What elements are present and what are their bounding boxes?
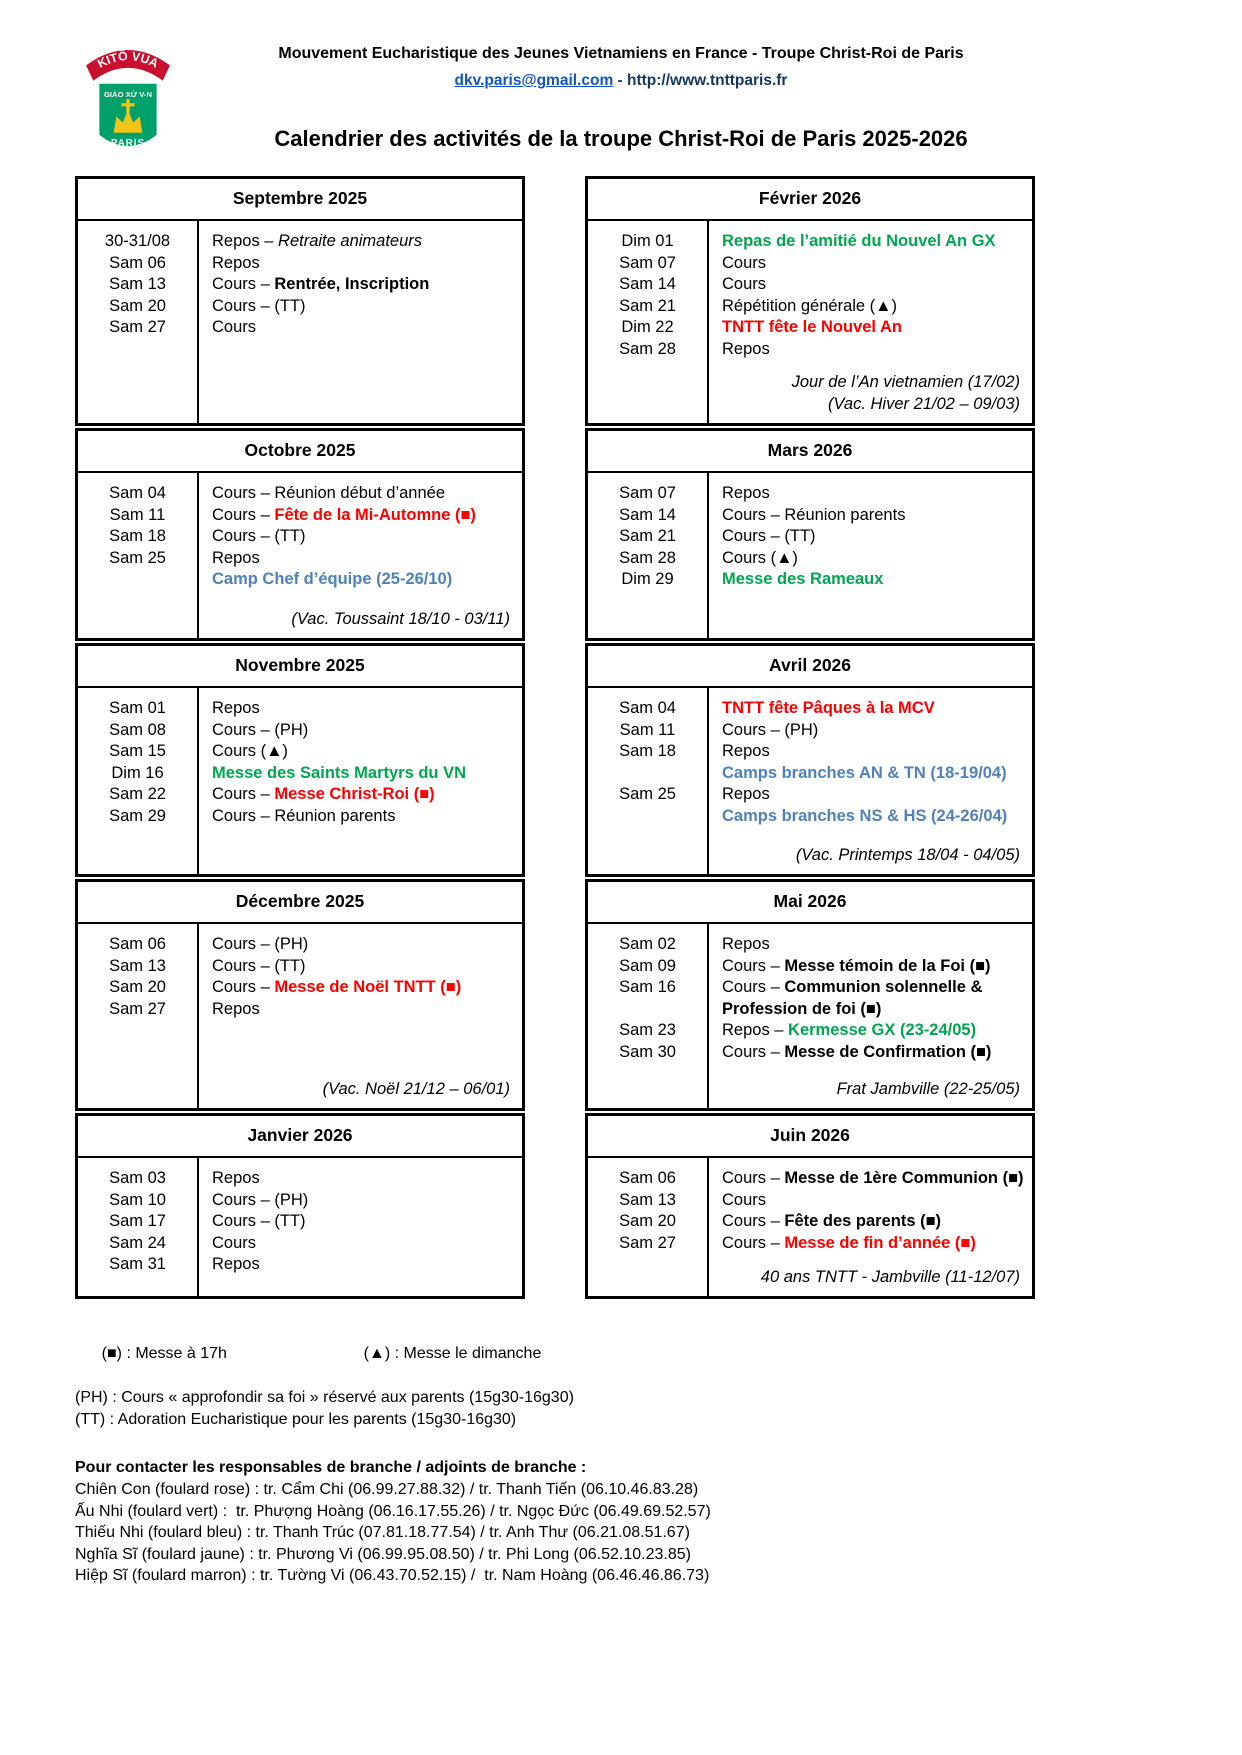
month-title: Juin 2026 (588, 1116, 1032, 1158)
event-line: Repos (212, 548, 260, 567)
month-table (75, 428, 525, 641)
link-separator: - (613, 72, 628, 89)
event-line: Cours – Réunion début d’année (212, 484, 446, 502)
event-line: Cours (▲) (722, 548, 798, 567)
date-cell: Sam 06 (109, 253, 166, 272)
date-cell: Sam 06 (619, 1169, 676, 1187)
date-cell: Sam 27 (109, 318, 166, 337)
event-line: Profession de foi (■) (722, 999, 882, 1018)
month-title: Novembre 2025 (78, 646, 522, 688)
event-line: Cours – Messe de 1ère Communion (■) (722, 1169, 1024, 1187)
event-line: Cours (212, 1233, 257, 1252)
date-cell: Sam 27 (109, 999, 166, 1018)
date-column (588, 1158, 709, 1296)
date-cell: Sam 13 (109, 956, 166, 975)
event-line: Cours – Fête de la Mi-Automne (■) (212, 505, 476, 524)
month-note: (Vac. Printemps 18/04 - 04/05) (795, 845, 1020, 864)
date-column (78, 1158, 199, 1296)
document-header (0, 0, 1242, 153)
logo-banner-text: KITÔ VUA (95, 49, 161, 71)
date-cell: Dim 16 (111, 763, 164, 782)
event-line: Cours – Messe témoin de la Foi (■) (722, 956, 991, 975)
event-line: Cours – (TT) (212, 527, 306, 546)
month-table (75, 643, 525, 877)
event-line: Repos (212, 699, 260, 717)
date-cell: Sam 21 (619, 296, 676, 315)
event-line: Repos (722, 742, 770, 761)
date-cell: Sam 04 (109, 484, 166, 502)
date-cell (588, 806, 707, 828)
date-cell: Sam 25 (109, 548, 166, 567)
date-cell: Sam 11 (619, 720, 676, 739)
troupe-logo (82, 34, 174, 158)
date-cell: Dim 01 (621, 232, 674, 250)
date-cell (588, 999, 707, 1021)
contact-line: Thiếu Nhi (foulard bleu) : tr. Thanh Trúc (07.81.18.77.54) / tr. Anh Thư (06.21.08.51.67) (75, 1524, 690, 1541)
date-cell: 30-31/08 (104, 232, 171, 250)
date-cell: Sam 06 (109, 935, 166, 953)
date-cell: Sam 04 (619, 699, 676, 717)
month-table (585, 879, 1035, 1111)
event-column (199, 688, 522, 874)
month-table (75, 1113, 525, 1299)
event-line: Cours – Fête des parents (■) (722, 1212, 942, 1231)
date-cell: Sam 22 (109, 785, 166, 804)
date-cell: Sam 28 (619, 339, 676, 358)
contact-line: Chiên Con (foulard rose) : tr. Cẩm Chi (06.99.27.88.32) / tr. Thanh Tiến (06.10.46.83.28) (75, 1481, 699, 1498)
event-line: TNTT fête le Nouvel An (722, 318, 902, 337)
event-line: Repos (212, 1169, 260, 1187)
event-line: Cours (212, 318, 257, 337)
event-line: Cours – (PH) (212, 935, 309, 953)
legend-line-ph: (PH) : Cours « approfondir sa foi » réservé aux parents (15g30-16g30) (75, 1389, 574, 1406)
date-column (78, 924, 199, 1108)
month-title: Octobre 2025 (78, 431, 522, 473)
contact-lines (75, 1479, 1242, 1587)
event-line: Repos – Retraite animateurs (212, 232, 423, 250)
date-column (78, 473, 199, 638)
date-cell: Sam 21 (619, 527, 676, 546)
date-cell: Sam 31 (109, 1255, 166, 1274)
website-link[interactable]: http://www.tnttparis.fr (627, 72, 788, 89)
date-cell: Sam 18 (109, 527, 166, 546)
email-link[interactable]: dkv.paris@gmail.com (454, 72, 614, 89)
event-line: Cours – Réunion parents (212, 806, 396, 825)
contact-line: Ấu Nhi (foulard vert) : tr. Phượng Hoàng (06.16.17.55.26) / tr. Ngọc Đức (06.49.69.52.57) (75, 1502, 711, 1520)
contacts-section (75, 1457, 1242, 1587)
date-cell: Sam 15 (109, 742, 166, 761)
date-cell: Sam 20 (619, 1212, 676, 1231)
month-title: Mai 2026 (588, 882, 1032, 924)
event-line: Cours – (TT) (212, 296, 306, 315)
event-line: Cours – (PH) (212, 1190, 309, 1209)
organization-title: Mouvement Eucharistique des Jeunes Vietnamiens en France - Troupe Christ-Roi de Paris (278, 45, 964, 62)
contact-line: Nghĩa Sĩ (foulard jaune) : tr. Phương Vi (06.99.95.08.50) / tr. Phi Long (06.52.10.23.85) (75, 1545, 691, 1563)
event-line: TNTT fête Pâques à la MCV (722, 699, 935, 717)
event-line: Camp Chef d’équipe (25-26/10) (212, 570, 453, 589)
event-line: Messe des Saints Martyrs du VN (212, 763, 467, 782)
event-line: Cours (722, 275, 767, 294)
date-cell: Sam 14 (619, 275, 676, 294)
date-cell: Sam 01 (109, 699, 166, 717)
date-column (78, 688, 199, 874)
date-cell: Sam 24 (109, 1233, 166, 1252)
event-line: Cours – (TT) (212, 1212, 306, 1231)
month-note: (Vac. Noël 21/12 – 06/01) (322, 1079, 510, 1098)
month-title: Février 2026 (588, 179, 1032, 221)
event-line: Cours – Communion solennelle & (722, 978, 983, 997)
date-cell: Sam 16 (619, 978, 676, 997)
month-table (75, 879, 525, 1111)
calendar-grid (75, 176, 1242, 1301)
logo-shield-top-text: GIÁO XỨ V-N (103, 90, 153, 100)
month-table (585, 1113, 1035, 1299)
calendar-column-left (75, 176, 525, 1301)
contact-line: Hiệp Sĩ (foulard marron) : tr. Tường Vi (06.43.70.52.15) / tr. Nam Hoàng (06.46.46.86.73) (75, 1567, 710, 1584)
date-cell: Sam 17 (109, 1212, 166, 1231)
date-cell: Sam 07 (619, 253, 676, 272)
month-table (585, 643, 1035, 877)
date-cell: Sam 20 (109, 296, 166, 315)
event-line: Repos (212, 1255, 260, 1274)
legend-line-tt: (TT) : Adoration Eucharistique pour les parents (15g30-16g30) (75, 1411, 517, 1428)
calendar-column-right (585, 176, 1035, 1301)
date-cell: Dim 29 (621, 570, 674, 589)
event-line: Camps branches NS & HS (24-26/04) (722, 806, 1008, 825)
event-line: Cours – Messe de fin d’année (■) (722, 1233, 976, 1252)
date-cell: Sam 14 (619, 505, 676, 524)
event-line: Cours – (PH) (722, 720, 819, 739)
month-title: Septembre 2025 (78, 179, 522, 221)
event-line: Repos (722, 339, 770, 358)
logo-banner-shape (86, 50, 170, 81)
event-line: Cours (▲) (212, 742, 288, 761)
date-column (588, 688, 709, 874)
date-column (78, 221, 199, 423)
event-line: Repos (212, 999, 260, 1018)
date-cell (588, 763, 707, 785)
month-title: Janvier 2026 (78, 1116, 522, 1158)
event-line: Cours – Messe de Noël TNTT (■) (212, 978, 462, 997)
event-line: Repos (722, 484, 770, 502)
date-cell: Sam 29 (109, 806, 166, 825)
contacts-heading: Pour contacter les responsables de branche / adjoints de branche : (75, 1459, 587, 1476)
date-cell: Sam 07 (619, 484, 676, 502)
month-title: Mars 2026 (588, 431, 1032, 473)
page-title: Calendrier des activités de la troupe Christ-Roi de Paris 2025-2026 (274, 126, 968, 151)
event-line: Cours – (TT) (722, 527, 816, 546)
date-cell: Sam 08 (109, 720, 166, 739)
date-cell: Sam 18 (619, 742, 676, 761)
date-column (588, 924, 709, 1108)
legend-triangle-item: (▲) : Messe le dimanche (363, 1345, 542, 1362)
month-note: Jour de l’An vietnamien (17/02) (Vac. Hiver 21/02 – 09/03) (791, 373, 1020, 413)
month-table (75, 176, 525, 426)
date-cell (78, 569, 197, 591)
event-line: Cours – (PH) (212, 720, 309, 739)
date-cell: Sam 30 (619, 1042, 676, 1061)
legend-line-symbols (75, 1321, 1242, 1387)
date-cell: Sam 28 (619, 548, 676, 567)
event-column (709, 473, 1032, 638)
date-column (588, 473, 709, 638)
month-note: (Vac. Toussaint 18/10 - 03/11) (291, 609, 510, 628)
month-title: Avril 2026 (588, 646, 1032, 688)
event-line: Repos (722, 785, 770, 804)
legend-square-item: (■) : Messe à 17h (101, 1345, 227, 1362)
event-line: Cours – Réunion parents (722, 505, 906, 524)
event-line: Cours – (TT) (212, 956, 306, 975)
event-line: Repos – Kermesse GX (23-24/05) (722, 1021, 977, 1040)
event-column (199, 221, 522, 423)
contact-links-line (0, 71, 1242, 91)
event-line: Messe des Rameaux (722, 570, 884, 589)
event-line: Camps branches AN & TN (18-19/04) (722, 763, 1007, 782)
event-column (199, 1158, 522, 1296)
month-table (585, 428, 1035, 641)
date-cell: Sam 20 (109, 978, 166, 997)
event-line: Repos (722, 935, 770, 953)
legend (75, 1321, 1242, 1431)
date-column (588, 221, 709, 423)
event-line: Repos (212, 253, 260, 272)
month-table (585, 176, 1035, 426)
date-cell: Sam 13 (619, 1190, 676, 1209)
logo-shield-bottom-text: PARIS (110, 138, 146, 150)
month-note: 40 ans TNTT - Jambville (11-12/07) (760, 1267, 1020, 1286)
date-cell: Sam 09 (619, 956, 676, 975)
event-line: Cours – Rentrée, Inscription (212, 275, 430, 294)
date-cell: Sam 10 (109, 1190, 166, 1209)
date-cell: Sam 23 (619, 1021, 676, 1040)
date-cell: Sam 11 (109, 505, 166, 524)
date-cell: Sam 03 (109, 1169, 166, 1187)
month-title: Décembre 2025 (78, 882, 522, 924)
event-line: Repas de l’amitié du Nouvel An GX (722, 232, 996, 250)
date-cell: Sam 25 (619, 785, 676, 804)
month-note: Frat Jambville (22-25/05) (836, 1079, 1020, 1098)
event-line: Cours – Messe Christ-Roi (■) (212, 785, 435, 804)
date-cell: Sam 27 (619, 1233, 676, 1252)
event-line: Cours (722, 253, 767, 272)
event-line: Cours (722, 1190, 767, 1209)
event-line: Répétition générale (▲) (722, 296, 898, 315)
event-line: Cours – Messe de Confirmation (■) (722, 1042, 992, 1061)
date-cell: Sam 02 (619, 935, 676, 953)
date-cell: Dim 22 (621, 318, 674, 337)
date-cell: Sam 13 (109, 275, 166, 294)
